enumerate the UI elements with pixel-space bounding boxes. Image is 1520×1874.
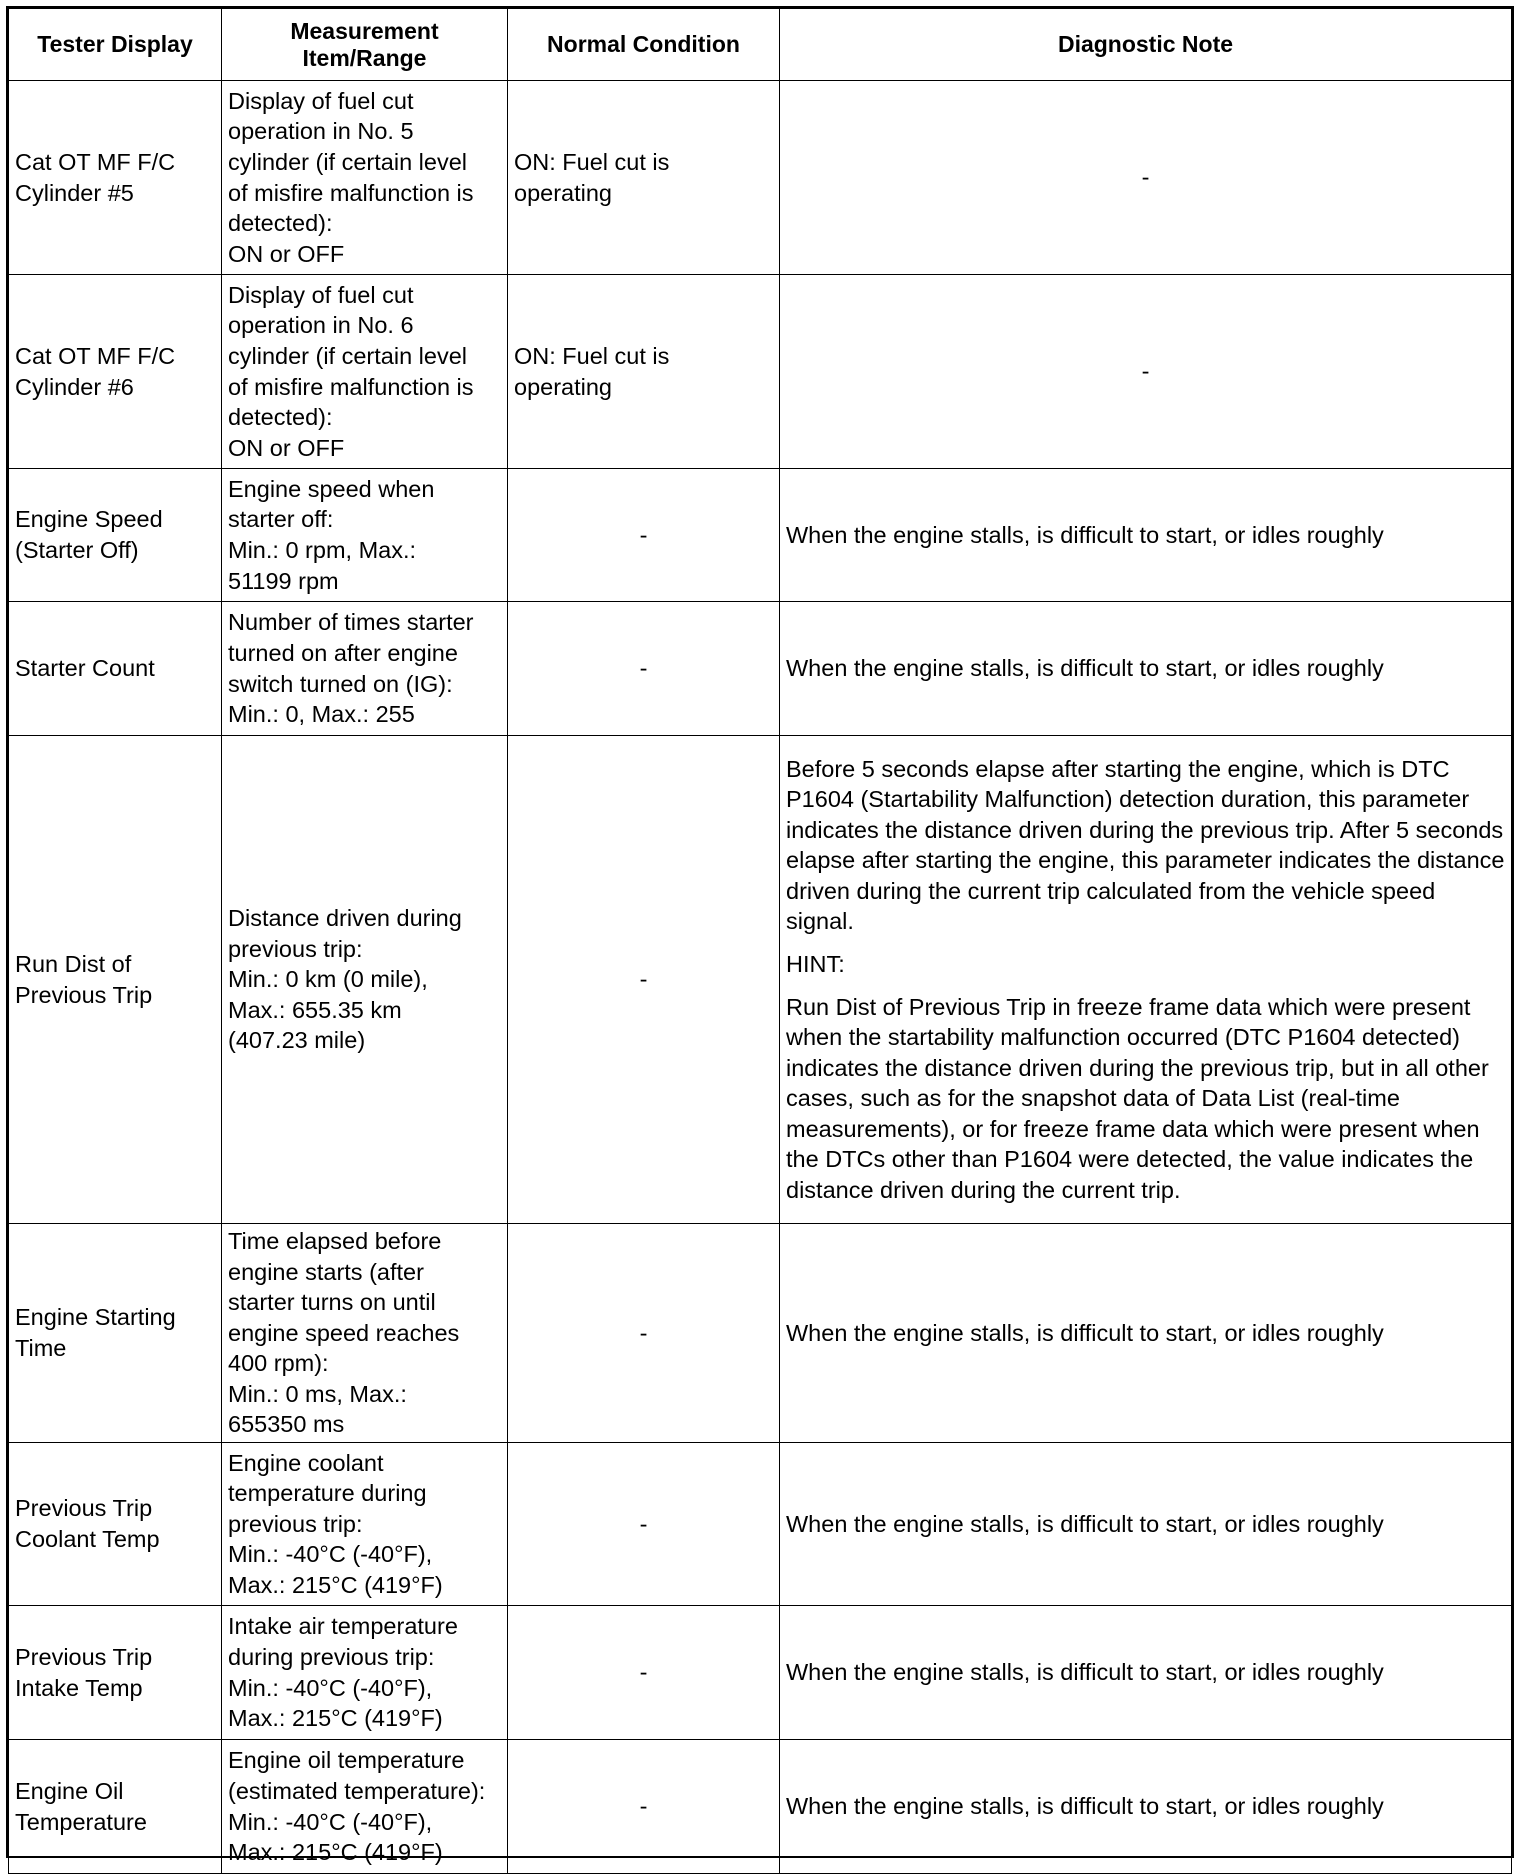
tester-display-cell: Run Dist of Previous Trip (9, 736, 222, 1224)
normal-condition-cell: - (508, 1443, 780, 1606)
measurement-cell: Engine coolant temperature during previous trip: Min.: -40°C (-40°F), Max.: 215°C (419°F) (222, 1443, 508, 1606)
normal-condition-cell: - (508, 1224, 780, 1443)
header-normal-condition: Normal Condition (508, 9, 780, 81)
table-row (9, 469, 1512, 602)
data-list-table (8, 8, 1512, 1874)
header-measurement-item-range: Measurement Item/Range (222, 9, 508, 81)
measurement-cell: Display of fuel cut operation in No. 5 cylinder (if certain level of misfire malfunction is detected): ON or OFF (222, 81, 508, 275)
table-body (9, 81, 1512, 1874)
normal-condition-cell: - (508, 469, 780, 602)
table-row (9, 1606, 1512, 1740)
measurement-cell: Display of fuel cut operation in No. 6 cylinder (if certain level of misfire malfunction is detected): ON or OFF (222, 275, 508, 469)
diagnostic-note-cell: When the engine stalls, is difficult to start, or idles roughly (780, 1443, 1512, 1606)
data-list-table-container (6, 6, 1514, 1866)
table-row (9, 81, 1512, 275)
normal-condition-cell: - (508, 1740, 780, 1874)
table-row (9, 1740, 1512, 1874)
measurement-cell: Engine oil temperature (estimated temperature): Min.: -40°C (-40°F), Max.: 215°C (419°F) (222, 1740, 508, 1874)
tester-display-cell: Engine Speed (Starter Off) (9, 469, 222, 602)
header-row (9, 9, 1512, 81)
diagnostic-note-cell: When the engine stalls, is difficult to start, or idles roughly (780, 1740, 1512, 1874)
diagnostic-note-cell: When the engine stalls, is difficult to start, or idles roughly (780, 1606, 1512, 1740)
table-row (9, 602, 1512, 736)
measurement-cell: Time elapsed before engine starts (after starter turns on until engine speed reaches 400 rpm): Min.: 0 ms, Max.: 655350 ms (222, 1224, 508, 1443)
table-row (9, 275, 1512, 469)
table-row (9, 1224, 1512, 1443)
measurement-cell: Engine speed when starter off: Min.: 0 rpm, Max.: 51199 rpm (222, 469, 508, 602)
header-tester-display: Tester Display (9, 9, 222, 81)
tester-display-cell: Cat OT MF F/C Cylinder #6 (9, 275, 222, 469)
tester-display-cell: Starter Count (9, 602, 222, 736)
tester-display-cell: Previous Trip Intake Temp (9, 1606, 222, 1740)
tester-display-cell: Cat OT MF F/C Cylinder #5 (9, 81, 222, 275)
normal-condition-cell: ON: Fuel cut is operating (508, 275, 780, 469)
measurement-cell: Number of times starter turned on after engine switch turned on (IG): Min.: 0, Max.: 255 (222, 602, 508, 736)
normal-condition-cell: - (508, 736, 780, 1224)
normal-condition-cell: - (508, 1606, 780, 1740)
tester-display-cell: Previous Trip Coolant Temp (9, 1443, 222, 1606)
note-paragraph: Before 5 seconds elapse after starting the engine, which is DTC P1604 (Startability Malfunction) detection duration, this parameter indicates the distance driven during the previous trip. After 5 seconds elapse after starting the engine, this parameter indicates the distance driven during the current trip calculated from the vehicle speed signal. (786, 755, 1505, 935)
normal-condition-cell: - (508, 602, 780, 736)
diagnostic-note-cell: - (780, 275, 1512, 469)
tester-display-cell: Engine Oil Temperature (9, 1740, 222, 1874)
tester-display-cell: Engine Starting Time (9, 1224, 222, 1443)
normal-condition-cell: ON: Fuel cut is operating (508, 81, 780, 275)
diagnostic-note-cell: When the engine stalls, is difficult to start, or idles roughly (780, 1224, 1512, 1443)
measurement-cell: Intake air temperature during previous trip: Min.: -40°C (-40°F), Max.: 215°C (419°F) (222, 1606, 508, 1740)
table-row (9, 736, 1512, 1224)
diagnostic-note-cell (780, 736, 1512, 1224)
diagnostic-note-cell: When the engine stalls, is difficult to start, or idles roughly (780, 469, 1512, 602)
table-row (9, 1443, 1512, 1606)
note-hint-label: HINT: (786, 950, 845, 977)
measurement-cell: Distance driven during previous trip: Min.: 0 km (0 mile), Max.: 655.35 km (407.23 mile) (222, 736, 508, 1224)
header-diagnostic-note: Diagnostic Note (780, 9, 1512, 81)
diagnostic-note-cell: When the engine stalls, is difficult to start, or idles roughly (780, 602, 1512, 736)
diagnostic-note-cell: - (780, 81, 1512, 275)
note-paragraph: Run Dist of Previous Trip in freeze frame data which were present when the startability malfunction occurred (DTC P1604 detected) indicates the distance driven during the previous trip, but in all other cases, such as for the snapshot data of Data List (real-time measurements), or for freeze frame data which were present when the DTCs other than P1604 were detected, the value indicates the distance driven during the current trip. (786, 993, 1489, 1203)
